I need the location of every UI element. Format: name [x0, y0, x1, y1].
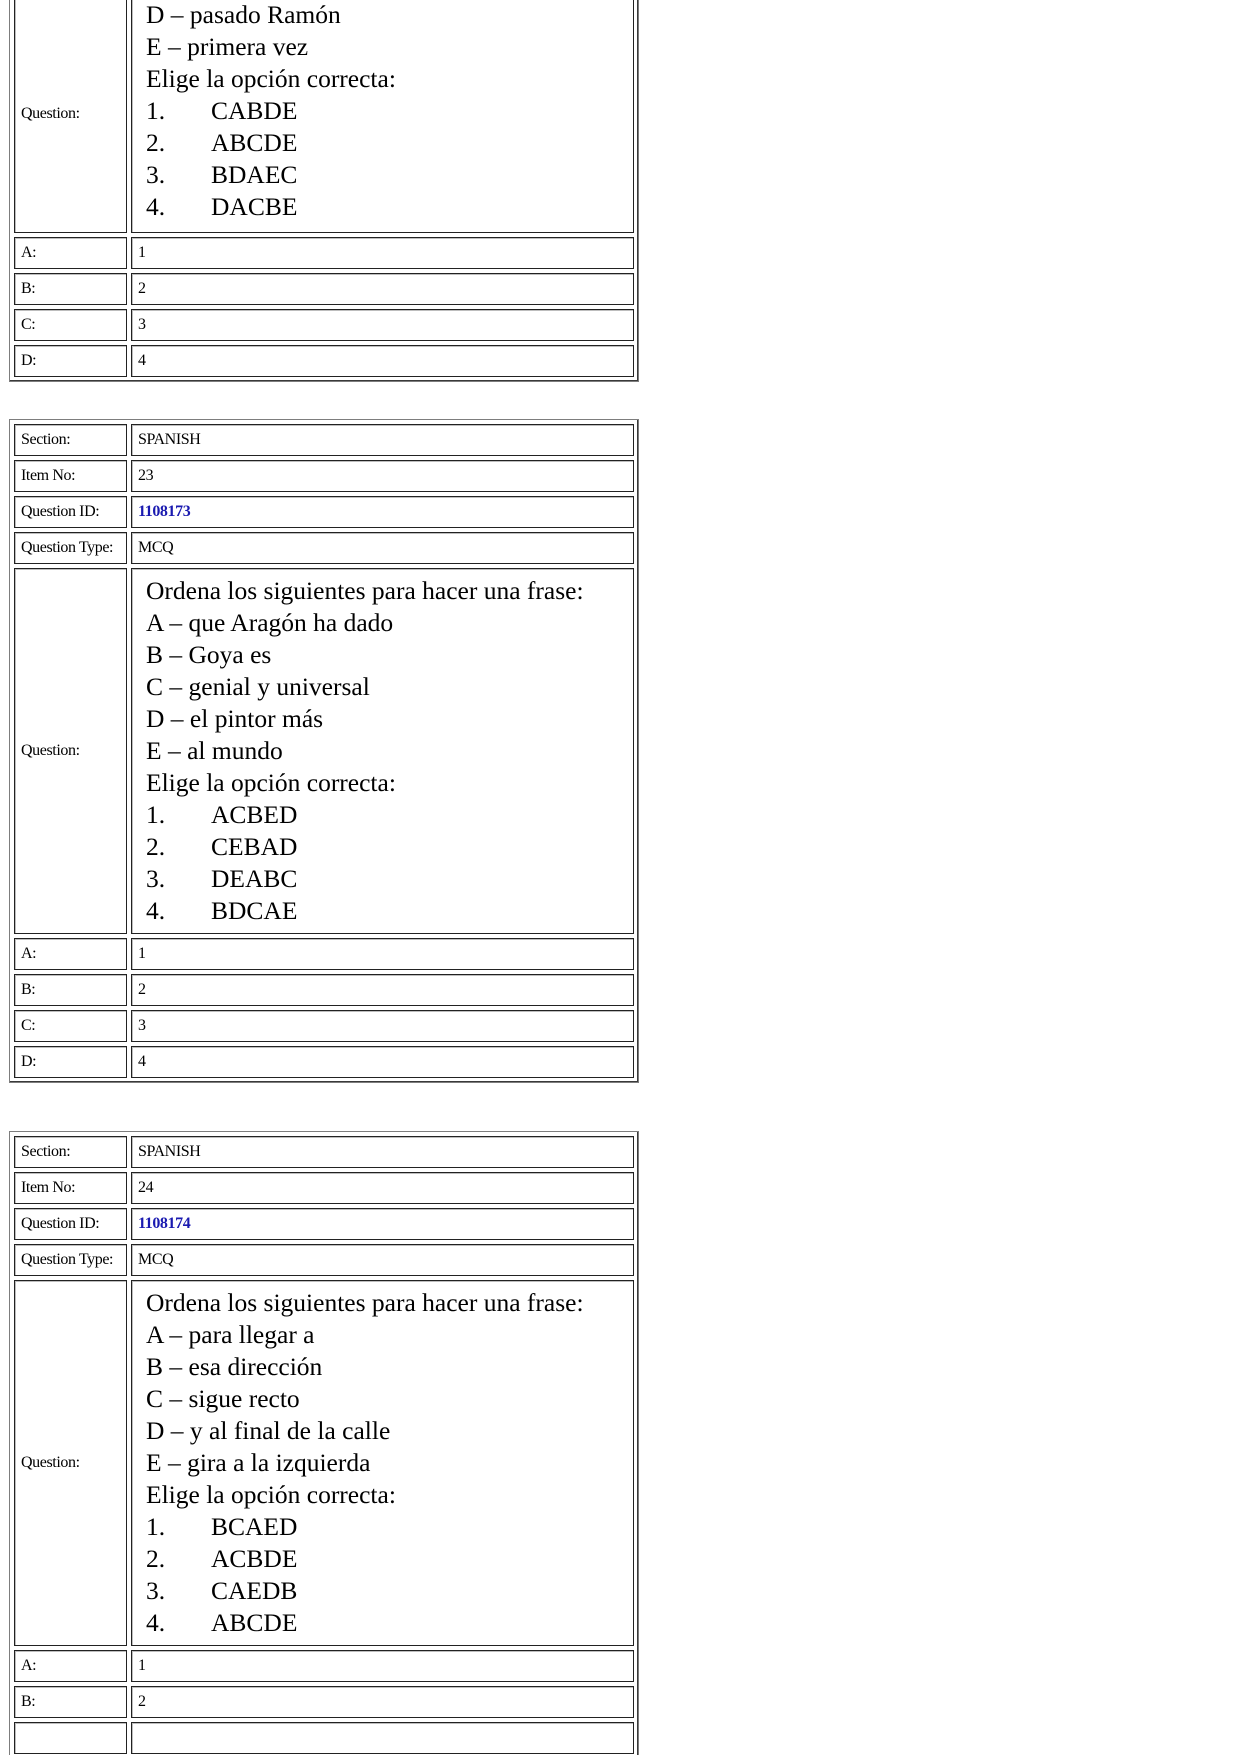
question-table-3: [9, 1131, 639, 1755]
question-type-label: Question Type:: [14, 1244, 127, 1276]
answer-a-value: 1: [131, 938, 634, 970]
answer-d-label: D:: [14, 1046, 127, 1078]
answer-b-label: B:: [14, 1686, 127, 1718]
option-line: 1. ACBED: [146, 800, 298, 829]
answer-b-label: B:: [14, 273, 127, 305]
question-line: A – para llegar a: [146, 1320, 315, 1349]
answer-b-label: B:: [14, 974, 127, 1006]
answer-row-a: [14, 237, 634, 269]
question-id-value: [131, 496, 634, 528]
section-row: [14, 424, 634, 456]
question-line: Elige la opción correcta:: [146, 1480, 396, 1509]
answer-a-label: A:: [14, 938, 127, 970]
question-line: Elige la opción correcta:: [146, 768, 396, 797]
question-line: C – sigue recto: [146, 1384, 300, 1413]
answer-partial-label: [14, 1722, 127, 1754]
question-type-row: [14, 532, 634, 564]
answer-row-b: [14, 974, 634, 1006]
question-content: [131, 568, 634, 934]
section-value: SPANISH: [131, 1136, 634, 1168]
answer-a-value: 1: [131, 1650, 634, 1682]
question-id-value: [131, 1208, 634, 1240]
item-no-value: 23: [131, 460, 634, 492]
answer-b-value: 2: [131, 974, 634, 1006]
question-content: [131, 1280, 634, 1646]
option-line: 4. DACBE: [146, 192, 298, 221]
question-line: E – primera vez: [146, 32, 309, 61]
question-type-value: MCQ: [131, 532, 634, 564]
answer-a-label: A:: [14, 1650, 127, 1682]
question-type-row: [14, 1244, 634, 1276]
question-row: [14, 568, 634, 934]
option-line: 2. ACBDE: [146, 1544, 298, 1573]
option-line: 3. BDAEC: [146, 160, 298, 189]
answer-b-value: 2: [131, 1686, 634, 1718]
question-line: B – Goya es: [146, 640, 272, 669]
answer-c-label: C:: [14, 309, 127, 341]
answer-c-value: 3: [131, 1010, 634, 1042]
question-table-1: [9, 0, 639, 382]
question-label: Question:: [14, 0, 127, 233]
option-line: 3. CAEDB: [146, 1576, 298, 1605]
answer-row-d: [14, 345, 634, 377]
question-line: C – genial y universal: [146, 672, 370, 701]
question-line: Ordena los siguientes para hacer una frase:: [146, 576, 584, 605]
question-id-link[interactable]: 1108173: [138, 503, 191, 520]
answer-row-a: [14, 938, 634, 970]
section-label: Section:: [14, 424, 127, 456]
question-line: E – gira a la izquierda: [146, 1448, 371, 1477]
question-id-link[interactable]: 1108174: [138, 1215, 191, 1232]
question-line: B – esa dirección: [146, 1352, 323, 1381]
item-no-row: [14, 1172, 634, 1204]
answer-row-c: [14, 309, 634, 341]
answer-a-value: 1: [131, 237, 634, 269]
option-line: 2. ABCDE: [146, 128, 298, 157]
section-row: [14, 1136, 634, 1168]
item-no-value: 24: [131, 1172, 634, 1204]
answer-row-b: [14, 273, 634, 305]
item-no-row: [14, 460, 634, 492]
section-value: SPANISH: [131, 424, 634, 456]
answer-c-value: 3: [131, 309, 634, 341]
question-id-label: Question ID:: [14, 496, 127, 528]
section-label: Section:: [14, 1136, 127, 1168]
answer-partial-value: [131, 1722, 634, 1754]
question-line: D – pasado Ramón: [146, 0, 341, 29]
question-row: [14, 1280, 634, 1646]
option-line: 4. BDCAE: [146, 896, 298, 925]
answer-a-label: A:: [14, 237, 127, 269]
option-line: 4. ABCDE: [146, 1608, 298, 1637]
question-row: [14, 0, 634, 233]
answer-b-value: 2: [131, 273, 634, 305]
answer-d-label: D:: [14, 345, 127, 377]
question-line: Ordena los siguientes para hacer una frase:: [146, 1288, 584, 1317]
option-line: 2. CEBAD: [146, 832, 298, 861]
option-line: 1. BCAED: [146, 1512, 298, 1541]
option-line: 1. CABDE: [146, 96, 298, 125]
question-content: [131, 0, 634, 233]
question-line: A – que Aragón ha dado: [146, 608, 394, 637]
answer-row-a: [14, 1650, 634, 1682]
question-label: Question:: [14, 568, 127, 934]
question-label: Question:: [14, 1280, 127, 1646]
answer-c-label: C:: [14, 1010, 127, 1042]
item-no-label: Item No:: [14, 460, 127, 492]
answer-row-d: [14, 1046, 634, 1078]
answer-row-partial: [14, 1722, 634, 1754]
option-line: 3. DEABC: [146, 864, 298, 893]
question-id-row: [14, 1208, 634, 1240]
answer-d-value: 4: [131, 1046, 634, 1078]
answer-row-b: [14, 1686, 634, 1718]
question-id-label: Question ID:: [14, 1208, 127, 1240]
question-line: Elige la opción correcta:: [146, 64, 396, 93]
question-table-2: [9, 419, 639, 1083]
answer-d-value: 4: [131, 345, 634, 377]
question-type-label: Question Type:: [14, 532, 127, 564]
answer-row-c: [14, 1010, 634, 1042]
question-line: E – al mundo: [146, 736, 283, 765]
question-type-value: MCQ: [131, 1244, 634, 1276]
question-line: D – el pintor más: [146, 704, 324, 733]
question-id-row: [14, 496, 634, 528]
item-no-label: Item No:: [14, 1172, 127, 1204]
question-line: D – y al final de la calle: [146, 1416, 391, 1445]
